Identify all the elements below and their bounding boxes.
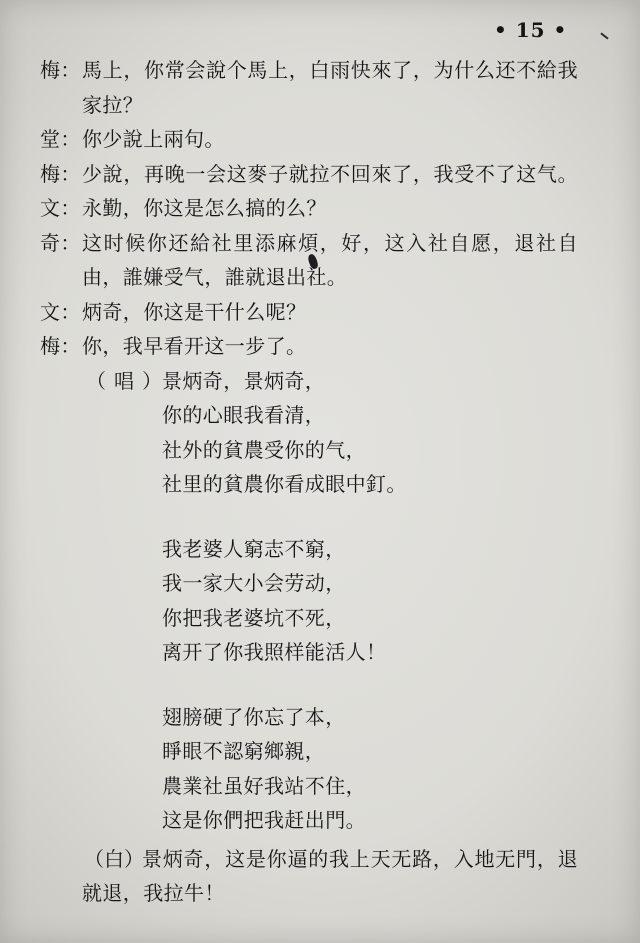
dialogue-row — [40, 226, 585, 261]
stanza-break — [40, 502, 585, 532]
song-row — [40, 467, 585, 502]
dialogue-line: 少說，再晚一会这麥子就拉不回來了，我受不了这气。 — [82, 161, 578, 186]
dialogue-line: 由，誰嫌受气，誰就退出社。 — [82, 265, 348, 289]
song-lyric-line: 翅膀硬了你忘了本， — [162, 704, 346, 729]
song-row — [40, 433, 585, 468]
dialogue-row — [40, 53, 585, 88]
song-row — [40, 364, 585, 399]
song-lyric-line: 你的心眼我看清， — [162, 403, 326, 427]
dialogue-line: 这时候你还給社里添麻煩，好，这入社自愿，退社自 — [82, 230, 578, 255]
speaker-label: 奇： — [40, 230, 81, 255]
dialogue-line: 你少說上兩句。 — [82, 127, 225, 151]
dialogue-entry — [40, 157, 585, 192]
script-body — [40, 53, 585, 911]
song-lyric-line: 農業社虽好我站不住， — [162, 773, 366, 798]
song-row — [40, 734, 585, 769]
song-lyric-line: 社外的貧農受你的气， — [162, 437, 366, 462]
dialogue-row — [40, 329, 585, 364]
dialogue-entry — [40, 226, 585, 295]
dialogue-line: 你，我早看开这一步了。 — [82, 334, 307, 358]
speaker-label: 梅： — [40, 161, 81, 186]
dialogue-line: 永勤，你这是怎么搞的么？ — [82, 196, 327, 220]
song-lyric-line: 睜眼不認窮鄉親， — [162, 739, 326, 763]
dialogue-row — [40, 191, 585, 226]
dialogue-entry — [40, 329, 585, 364]
speaker-label: 梅： — [40, 334, 81, 358]
song-row — [40, 566, 585, 601]
song-row — [40, 398, 585, 433]
dialogue-row — [40, 88, 585, 123]
dialogue-row — [40, 157, 585, 192]
song-lyric-line: 景炳奇，景炳奇， — [162, 368, 326, 393]
dialogue-entry — [40, 53, 585, 122]
stanza-break — [40, 670, 585, 700]
spoken-row — [40, 876, 585, 911]
spoken-label: （白） — [84, 846, 144, 871]
song-row — [40, 532, 585, 567]
song-lyric-line: 我老婆人窮志不窮， — [162, 536, 346, 561]
dialogue-entry — [40, 122, 585, 157]
song-lyric-line: 我一家大小会劳动， — [162, 571, 346, 595]
song-lyric-line: 你把我老婆坑不死， — [162, 605, 346, 630]
song-lyric-line: 这是你們把我赶出門。 — [162, 808, 366, 832]
dialogue-line: 炳奇，你这是干什么呢？ — [82, 299, 307, 324]
dialogue-row — [40, 295, 585, 330]
song-row — [40, 700, 585, 735]
page-number: • 15 • — [494, 18, 568, 42]
scan-mark — [600, 32, 608, 39]
spoken-row — [40, 842, 585, 877]
spoken-block — [40, 842, 585, 911]
dialogue-row — [40, 260, 585, 295]
spoken-line: 景炳奇，这是你逼的我上天无路，入地无門，退 — [142, 846, 578, 871]
song-label: （唱） — [86, 368, 162, 393]
dialogue-line: 馬上，你常会說个馬上，白雨快來了，为什么还不給我 — [82, 58, 578, 82]
song-row — [40, 769, 585, 804]
song-block — [40, 364, 585, 838]
speaker-label: 文： — [40, 299, 81, 324]
dialogue-line: 家拉？ — [82, 92, 144, 117]
spoken-line: 就退，我拉牛！ — [82, 881, 225, 905]
song-lyric-line: 离开了你我照样能活人！ — [162, 640, 387, 664]
speaker-label: 堂： — [40, 127, 81, 151]
dialogue-entry — [40, 191, 585, 226]
song-row — [40, 601, 585, 636]
song-lyric-line: 社里的貧農你看成眼中釘。 — [162, 472, 407, 496]
song-row — [40, 803, 585, 838]
dialogue-row — [40, 122, 585, 157]
speaker-label: 梅： — [40, 58, 81, 82]
dialogue-entry — [40, 295, 585, 330]
speaker-label: 文： — [40, 196, 81, 220]
song-row — [40, 635, 585, 670]
